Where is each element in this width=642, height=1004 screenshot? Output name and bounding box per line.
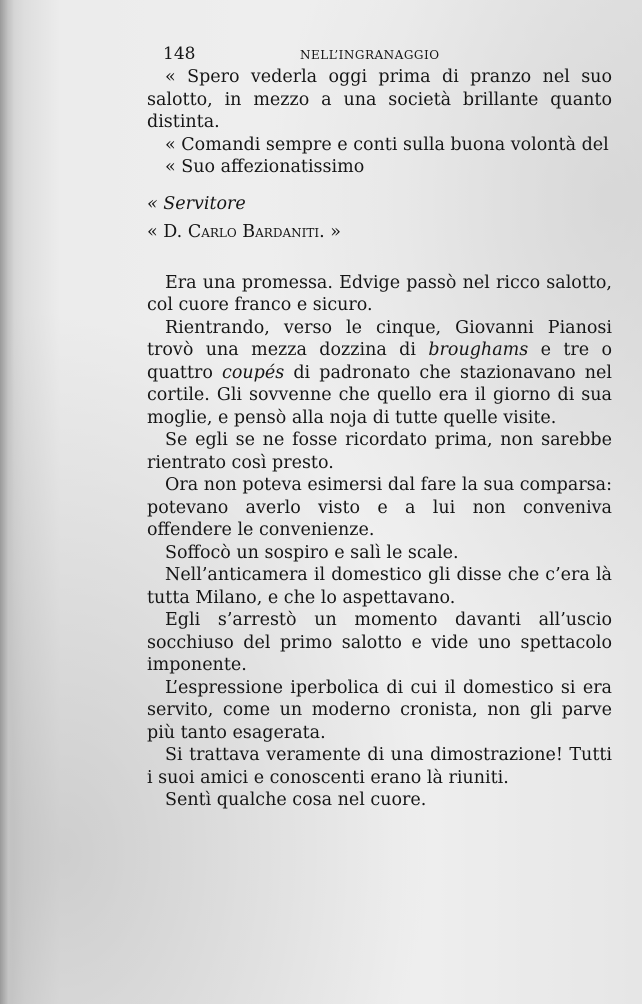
paragraph: Era una promessa. Edvige passò nel ricco salotto, col cuore franco e sicuro. xyxy=(147,272,612,315)
signature-line-1: « Servitore xyxy=(147,193,246,214)
letter-paragraph: « Comandi sempre e conti sulla buona volontà del xyxy=(165,134,609,155)
page-header xyxy=(163,44,622,66)
page-text xyxy=(147,66,612,812)
paragraph: Ora non poteva esimersi dal fare la sua comparsa: potevano averlo visto e a lui non conveniva offendere le convenienze. xyxy=(147,475,612,540)
paragraph-text: e tre o quattro xyxy=(147,340,612,383)
signature-prefix: « D. xyxy=(147,222,188,242)
signature-name: Carlo Bardaniti xyxy=(187,222,320,242)
paragraph xyxy=(147,317,612,430)
paragraph-text: di padronato che stazionavano nel cortile. Gli sovvenne che quello era il giorno di sua moglie, e pensò alla noja di tutte quelle visite. xyxy=(147,362,612,428)
paragraph: L’espressione iperbolica di cui il domestico si era servito, come un moderno cronista, non gli parve più tanto esagerata. xyxy=(147,677,612,743)
paragraph: Nell’anticamera il domestico gli disse che c’era là tutta Milano, e che lo aspettavano. xyxy=(147,565,612,608)
section-gap xyxy=(147,244,612,272)
italic-word: broughams xyxy=(428,340,529,360)
paragraph: Egli s’arrestò un momento davanti all’uscio socchiuso del primo salotto e vide uno spettacolo imponente. xyxy=(147,610,612,675)
signature-servitore xyxy=(147,193,612,216)
paragraph: Sentì qualche cosa nel cuore. xyxy=(165,790,427,810)
paragraph-text: Rientrando, verso le cinque, Giovanni Pianosi trovò una mezza dozzina di xyxy=(147,317,612,360)
letter-paragraph: « Spero vederla oggi prima di pranzo nel suo salotto, in mezzo a una società brillante quanto distinta. xyxy=(147,67,612,132)
paragraph: Si trattava veramente di una dimostrazione! Tutti i suoi amici e conoscenti erano là riuniti. xyxy=(147,745,612,788)
page-number: 148 xyxy=(163,44,196,64)
signature-name-line xyxy=(147,221,612,244)
running-head: NELL’INGRANAGGIO xyxy=(300,48,440,62)
italic-word: coupés xyxy=(222,362,285,383)
paragraph: Soffocò un sospiro e salì le scale. xyxy=(165,542,459,563)
signature-suffix: . » xyxy=(319,222,341,242)
paragraph: Se egli se ne fosse ricordato prima, non sarebbe rientrato così presto. xyxy=(147,430,612,473)
page-spine-shadow xyxy=(0,0,14,1004)
letter-paragraph: « Suo affezionatissimo xyxy=(165,157,365,177)
